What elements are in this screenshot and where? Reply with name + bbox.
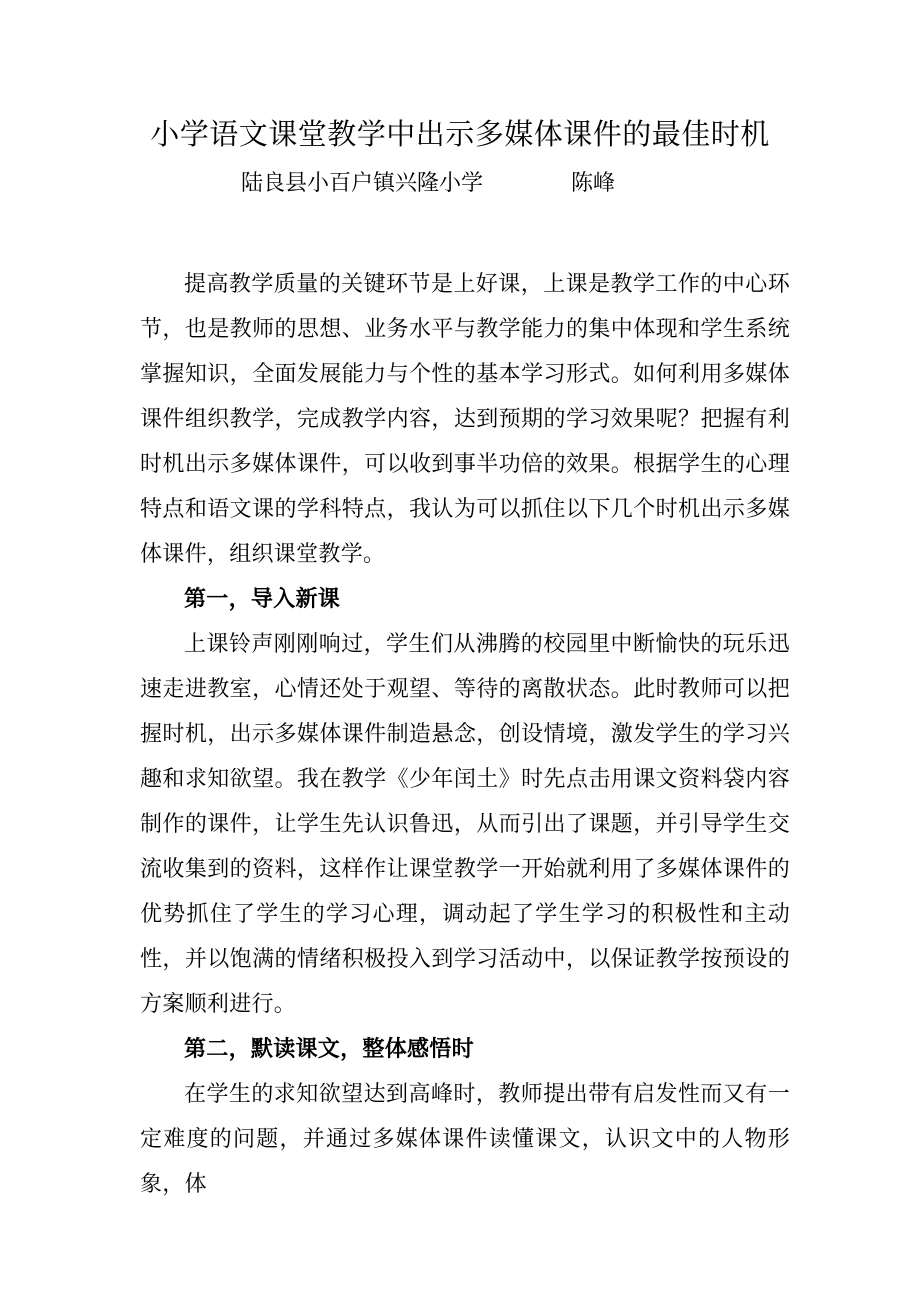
intro-paragraph: 提高教学质量的关键环节是上好课，上课是教学工作的中心环节，也是教师的思想、业务水平与教学能力的集中体现和学生系统掌握知识，全面发展能力与个性的基本学习形式。如何利用多媒体课件组织教学，完成教学内容，达到预期的学习效果呢？把握有利时机出示多媒体课件，可以收到事半功倍的效果。根据学生的心理特点和语文课的学科特点，我认为可以抓住以下几个时机出示多媒体课件，组织课堂教学。	[140, 272, 790, 567]
document-title: 小学语文课堂教学中出示多媒体课件的最佳时机	[150, 117, 770, 151]
section-heading-1: 第一，导入新课	[184, 586, 341, 612]
section-paragraph-1: 上课铃声刚刚响过，学生们从沸腾的校园里中断愉快的玩乐迅速走进教室，心情还处于观望、等待的离散状态。此时教师可以把握时机，出示多媒体课件制造悬念，创设情境，激发学生的学习兴趣和求知欲望。我在教学《少年闰土》时先点击用课文资料袋内容制作的课件，让学生先认识鲁迅，从而引出了课题，并引导学生交流收集到的资料，这样作让课堂教学一开始就利用了多媒体课件的优势抓住了学生的学习心理，调动起了学生学习的积极性和主动性，并以饱满的情绪积极投入到学习活动中，以保证教学按预设的方案顺利进行。	[140, 632, 790, 1017]
school-name: 陆良县小百户镇兴隆小学	[241, 171, 484, 196]
byline	[241, 166, 615, 202]
section-heading-2: 第二，默读课文，整体感悟时	[184, 1036, 474, 1062]
section-paragraph-2: 在学生的求知欲望达到高峰时，教师提出带有启发性而又有一定难度的问题，并通过多媒体课件读懂课文，认识文中的人物形象，体	[140, 1082, 790, 1197]
author-name: 陈峰	[571, 171, 616, 196]
document-body	[140, 262, 790, 1207]
